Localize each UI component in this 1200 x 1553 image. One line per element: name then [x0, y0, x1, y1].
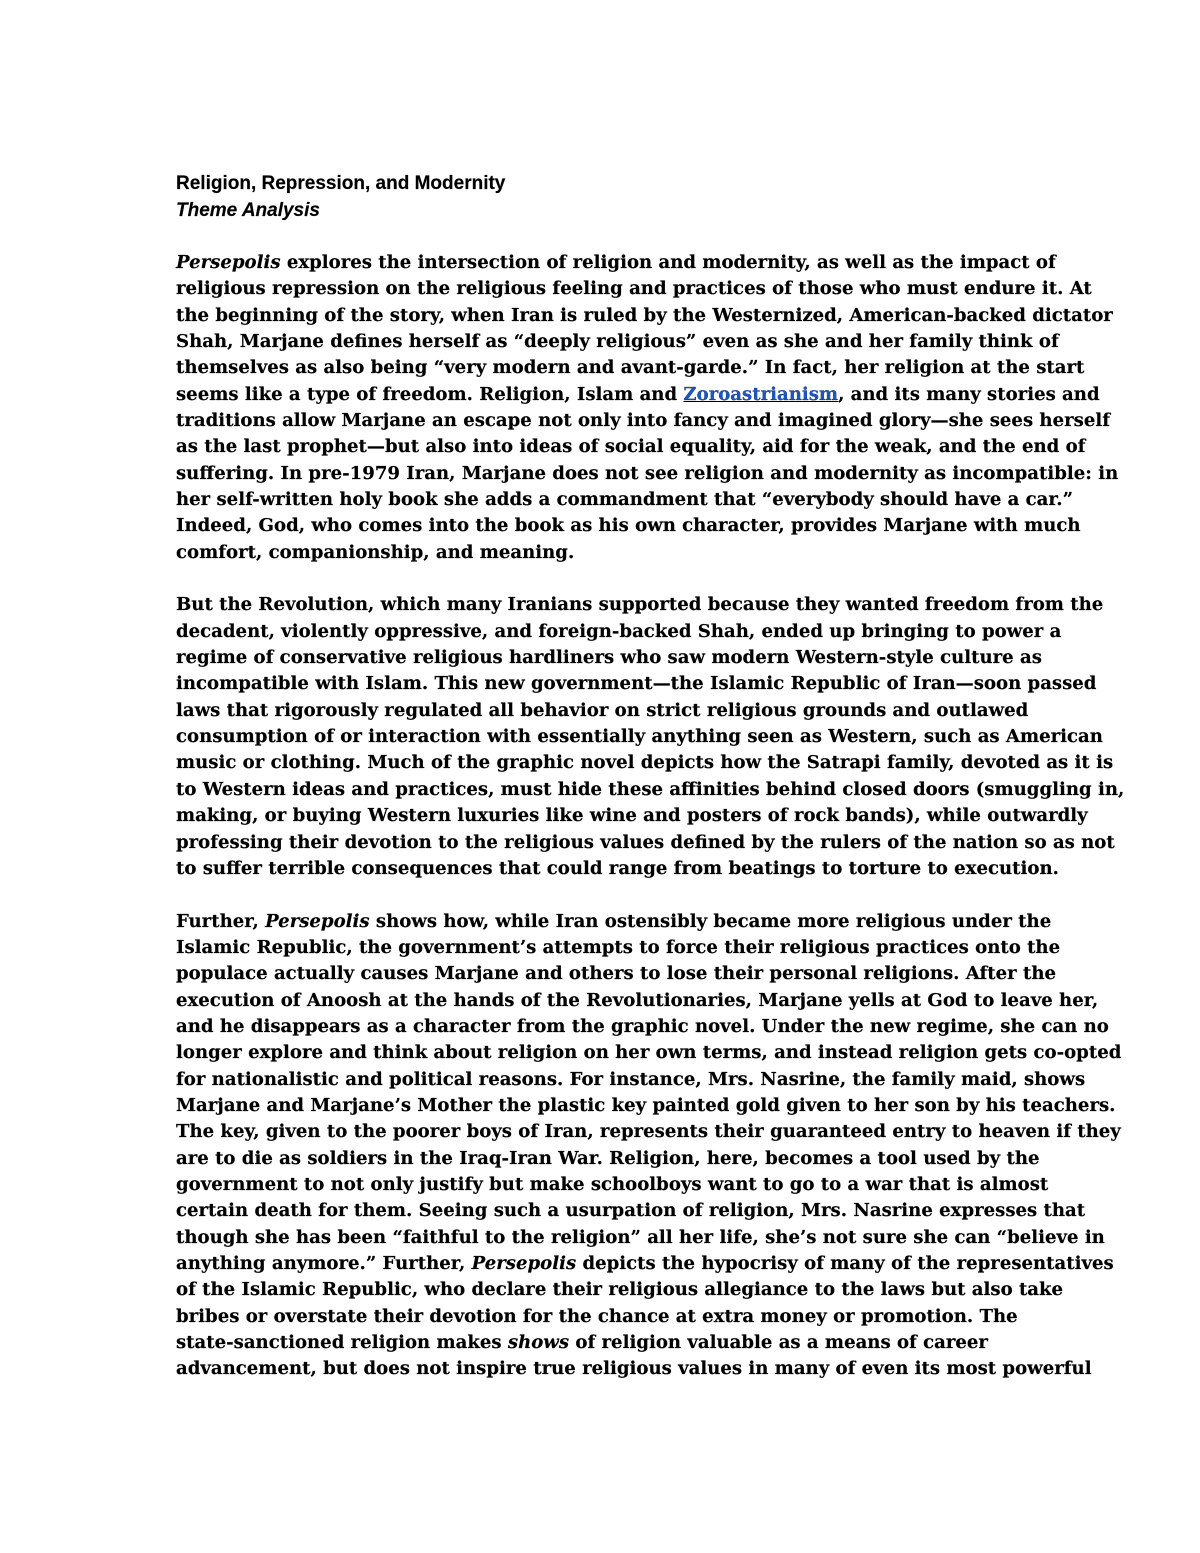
text-segment: laws that rigorously regulated all behavior on strict religious grounds and outlawed: [176, 699, 1029, 721]
text-line: [176, 830, 1115, 856]
paragraph-gap: [176, 566, 1036, 592]
text-segment: of religion valuable as a means of career: [569, 1332, 988, 1353]
text-line: [176, 540, 1036, 566]
text-line: [176, 1172, 1049, 1198]
italic-text: Persepolis: [471, 1252, 577, 1274]
text-line: [176, 461, 1119, 487]
text-line: [176, 1093, 1116, 1119]
text-line: [176, 513, 1081, 539]
text-segment: The key, given to the poorer boys of Iran, represents their guaranteed entry to heaven if they: [176, 1121, 1121, 1143]
text-line: [176, 355, 1085, 381]
text-line: [176, 1198, 1086, 1224]
spacer: [176, 224, 1036, 250]
text-line: [176, 803, 1088, 829]
text-line: [176, 276, 1092, 302]
text-line: [176, 1067, 1086, 1093]
text-segment: to suffer terrible consequences that could range from beatings to torture to execution.: [176, 857, 1059, 879]
text-line: [176, 856, 1059, 882]
text-segment: as the last prophet—but also into ideas of social equality, aid for the weak, and the end of: [176, 436, 1086, 458]
text-line: [176, 1014, 1109, 1040]
text-segment: incompatible with Islam. This new government—the Islamic Republic of Iran—soon passed: [176, 673, 1097, 695]
text-line: [176, 724, 1103, 750]
text-segment: consumption of or interaction with essentially anything seen as Western, such as American: [176, 726, 1103, 748]
text-line: [176, 1119, 1121, 1145]
text-segment: advancement, but does not inspire true religious values in many of even its most powerful: [176, 1358, 1092, 1380]
text-segment: making, or buying Western luxuries like wine and posters of rock bands), while outwardly: [176, 805, 1088, 827]
text-segment: , and its many stories and: [838, 383, 1100, 405]
document-body: [176, 250, 1125, 1383]
text-line: [176, 961, 1056, 987]
paragraph-gap: [176, 882, 1036, 908]
text-line: [176, 487, 1073, 513]
text-line: [176, 408, 1110, 434]
italic-text: Persepolis: [176, 252, 281, 273]
text-line: [176, 250, 1056, 276]
text-line: [176, 1040, 1122, 1066]
text-segment: themselves as also being “very modern and avant-garde.” In fact, her religion at the start: [176, 357, 1085, 379]
text-line: [176, 750, 1114, 776]
paragraph: [176, 909, 1122, 1383]
text-line: [176, 1277, 1064, 1303]
text-line: [176, 1251, 1114, 1277]
text-segment: traditions allow Marjane an escape not only into fancy and imagined glory—she sees herself: [176, 410, 1110, 432]
text-segment: execution of Anoosh at the hands of the Revolutionaries, Marjane yells at God to leave her,: [176, 989, 1099, 1011]
text-line: [176, 698, 1036, 724]
text-segment: religious repression on the religious feeling and practices of those who must endure it. At: [176, 278, 1092, 300]
text-segment: Shah, Marjane defines herself as “deeply religious” even as she and her family think of: [176, 331, 1059, 353]
text-segment: regime of conservative religious hardliners who saw modern Western-style culture as: [176, 647, 1042, 669]
text-segment: are to die as soldiers in the Iraq-Iran War. Religion, here, becomes a tool used by the: [176, 1147, 1040, 1169]
text-segment: Further,: [176, 910, 266, 932]
text-segment: Islamic Republic, the government’s attempts to force their religious practices onto the: [176, 936, 1061, 958]
text-line: [176, 329, 1059, 355]
text-segment: though she has been “faithful to the religion” all her life, she’s not sure she can “believe in: [176, 1226, 1105, 1248]
text-line: [176, 1304, 1036, 1330]
text-line: [176, 909, 1052, 935]
text-segment: government to not only justify but make schoolboys want to go to a war that is almost: [176, 1173, 1049, 1195]
document-page: [176, 170, 1125, 1383]
text-segment: music or clothing. Much of the graphic novel depicts how the Satrapi family, devoted as it is: [176, 752, 1114, 774]
text-segment: her self-written holy book she adds a commandment that “everybody should have a car.”: [176, 489, 1073, 511]
text-line: [176, 645, 1042, 671]
text-segment: decadent, violently oppressive, and foreign-backed Shah, ended up bringing to power a: [176, 620, 1062, 642]
text-segment: bribes or overstate their devotion for the chance at extra money or promotion. The: [176, 1305, 1018, 1327]
text-line: [176, 1146, 1040, 1172]
text-segment: the beginning of the story, when Iran is ruled by the Westernized, American-backed dictator: [176, 304, 1113, 326]
text-segment: state-sanctioned religion makes: [176, 1332, 508, 1353]
text-segment: shows how, while Iran ostensibly became more religious under the: [369, 910, 1052, 932]
text-line: [176, 671, 1097, 697]
text-segment: But the Revolution, which many Iranians supported because they wanted freedom from the: [176, 594, 1104, 616]
paragraph: [176, 250, 1119, 566]
text-line: [176, 1330, 1036, 1356]
document-title: Religion, Repression, and Modernity: [176, 173, 506, 194]
text-segment: to Western ideas and practices, must hide these affinities behind closed doors (smuggling in,: [176, 778, 1125, 800]
text-line: [176, 1225, 1105, 1251]
text-line: [176, 935, 1061, 961]
italic-text: shows: [507, 1332, 570, 1353]
text-line: [176, 1356, 1092, 1382]
text-segment: explores the intersection of religion and modernity, as well as the impact of: [280, 252, 1056, 273]
text-segment: comfort, companionship, and meaning.: [176, 541, 575, 563]
text-line: [176, 988, 1099, 1014]
text-segment: longer explore and think about religion on her own terms, and instead religion gets co-opted: [176, 1042, 1122, 1064]
text-segment: populace actually causes Marjane and others to lose their personal religions. After the: [176, 963, 1056, 985]
text-segment: and he disappears as a character from the graphic novel. Under the new regime, she can no: [176, 1015, 1109, 1037]
document-subtitle: Theme Analysis: [176, 200, 320, 221]
text-segment: Marjane and Marjane’s Mother the plastic key painted gold given to her son by his teachers.: [176, 1094, 1116, 1116]
text-line: [176, 382, 1100, 408]
text-line: [176, 619, 1062, 645]
text-segment: depicts the hypocrisy of many of the representatives: [576, 1252, 1114, 1274]
italic-text: Persepolis: [265, 910, 370, 932]
text-segment: seems like a type of freedom. Religion, Islam and: [176, 383, 684, 405]
text-line: [176, 777, 1125, 803]
zoroastrianism-link[interactable]: Zoroastrianism: [683, 383, 839, 405]
text-segment: suffering. In pre-1979 Iran, Marjane does not see religion and modernity as incompatible: in: [176, 462, 1119, 484]
text-line: [176, 434, 1086, 460]
text-segment: for nationalistic and political reasons. For instance, Mrs. Nasrine, the family maid, shows: [176, 1068, 1086, 1090]
paragraph: [176, 592, 1125, 882]
text-line: [176, 592, 1104, 618]
text-segment: Indeed, God, who comes into the book as his own character, provides Marjane with much: [176, 515, 1081, 537]
text-segment: professing their devotion to the religious values defined by the rulers of the nation so as not: [176, 831, 1115, 853]
text-segment: of the Islamic Republic, who declare their religious allegiance to the laws but also take: [176, 1279, 1064, 1301]
text-line: [176, 303, 1113, 329]
text-segment: anything anymore.” Further,: [176, 1252, 472, 1274]
text-segment: certain death for them. Seeing such a usurpation of religion, Mrs. Nasrine expresses that: [176, 1200, 1086, 1222]
